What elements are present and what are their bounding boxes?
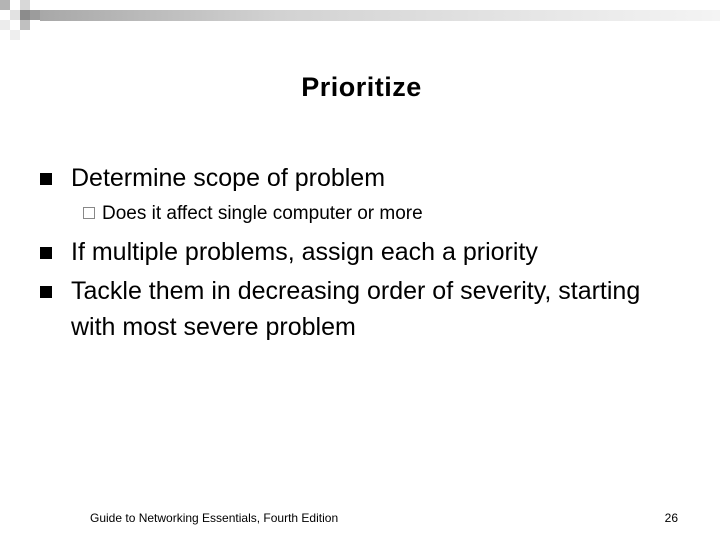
square-bullet-icon: [40, 247, 52, 259]
sub-bullet-text: Does it affect single computer or more: [102, 203, 423, 224]
bullet-text: Tackle them in decreasing order of severity, starting with most severe problem: [71, 277, 641, 341]
header-decoration: [0, 0, 720, 40]
page-number: 26: [664, 511, 678, 525]
bullet-text: Determine scope of problem: [71, 164, 386, 192]
footer-text: Guide to Networking Essentials, Fourth Edition: [90, 511, 339, 525]
slide-title: Prioritize: [301, 72, 422, 102]
hollow-square-bullet-icon: [83, 207, 95, 219]
square-bullet-icon: [40, 286, 52, 298]
square-bullet-icon: [40, 173, 52, 185]
bullet-text: If multiple problems, assign each a priority: [71, 238, 538, 266]
